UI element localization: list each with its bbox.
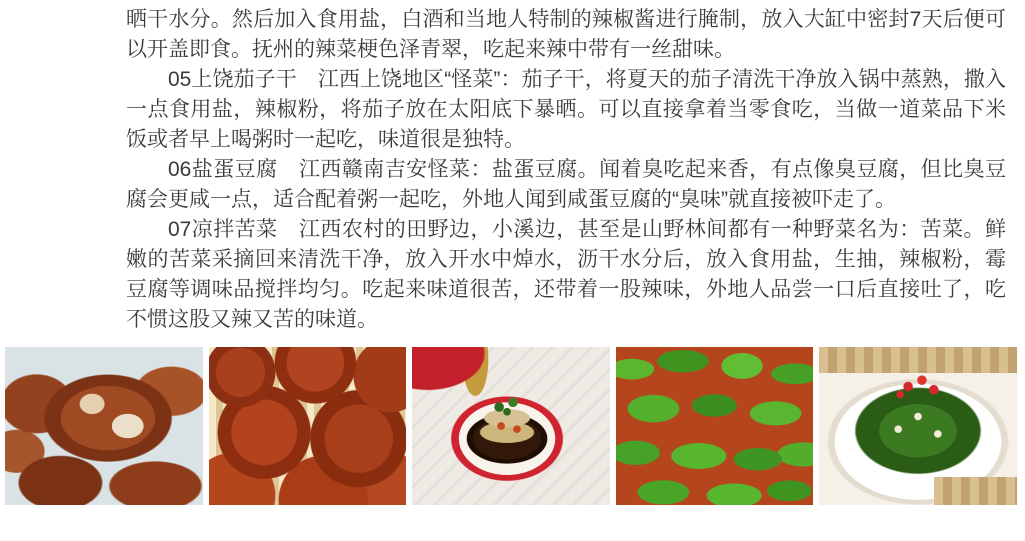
article-text-block <box>126 5 1006 335</box>
paragraph-06-salted-egg-tofu: 06盐蛋豆腐 江西赣南吉安怪菜：盐蛋豆腐。闻着臭吃起来香，有点像臭豆腐，但比臭豆腐会更咸一点，适合配着粥一起吃，外地人闻到咸蛋豆腐的“臭味”就直接被吓走了。 <box>126 158 1006 211</box>
photo-cold-bitter-greens-plate <box>819 347 1017 505</box>
photo-chili-green-peppers <box>616 347 814 505</box>
paragraph-07-cold-bitter-greens: 07凉拌苦菜 江西农村的田野边，小溪边，甚至是山野林间都有一种野菜名为：苦菜。鲜嫩的苦菜采摘回来清洗干净，放入开水中焯水，沥干水分后，放入食用盐，生抽，辣椒粉，霉豆腐等调味品搅拌均匀。吃起来味道很苦，还带着一股辣味，外地人品尝一口后直接吐了，吃不惯这股又辣又苦的味道。 <box>126 218 1006 331</box>
photo-salted-egg-tofu-bowl <box>412 347 610 505</box>
paragraph-05-shangrao-dried-eggplant: 05上饶茄子干 江西上饶地区“怪菜”：茄子干，将夏天的茄子清洗干净放入锅中蒸熟，撒入一点食用盐，辣椒粉，将茄子放在太阳底下暴晒。可以直接拿着当零食吃，当做一道菜品下米饭或者早上喝粥时一起吃，味道很是独特。 <box>126 68 1006 151</box>
food-photo-strip <box>5 347 1017 505</box>
paragraph-04-continuation: 晒干水分。然后加入食用盐，白酒和当地人特制的辣椒酱进行腌制，放入大缸中密封7天后便可以开盖即食。抚州的辣菜梗色泽青翠，吃起来辣中带有一丝甜味。 <box>126 8 1006 61</box>
photo-fermented-tofu-patties <box>209 347 407 505</box>
photo-fried-spicy-meat <box>5 347 203 505</box>
